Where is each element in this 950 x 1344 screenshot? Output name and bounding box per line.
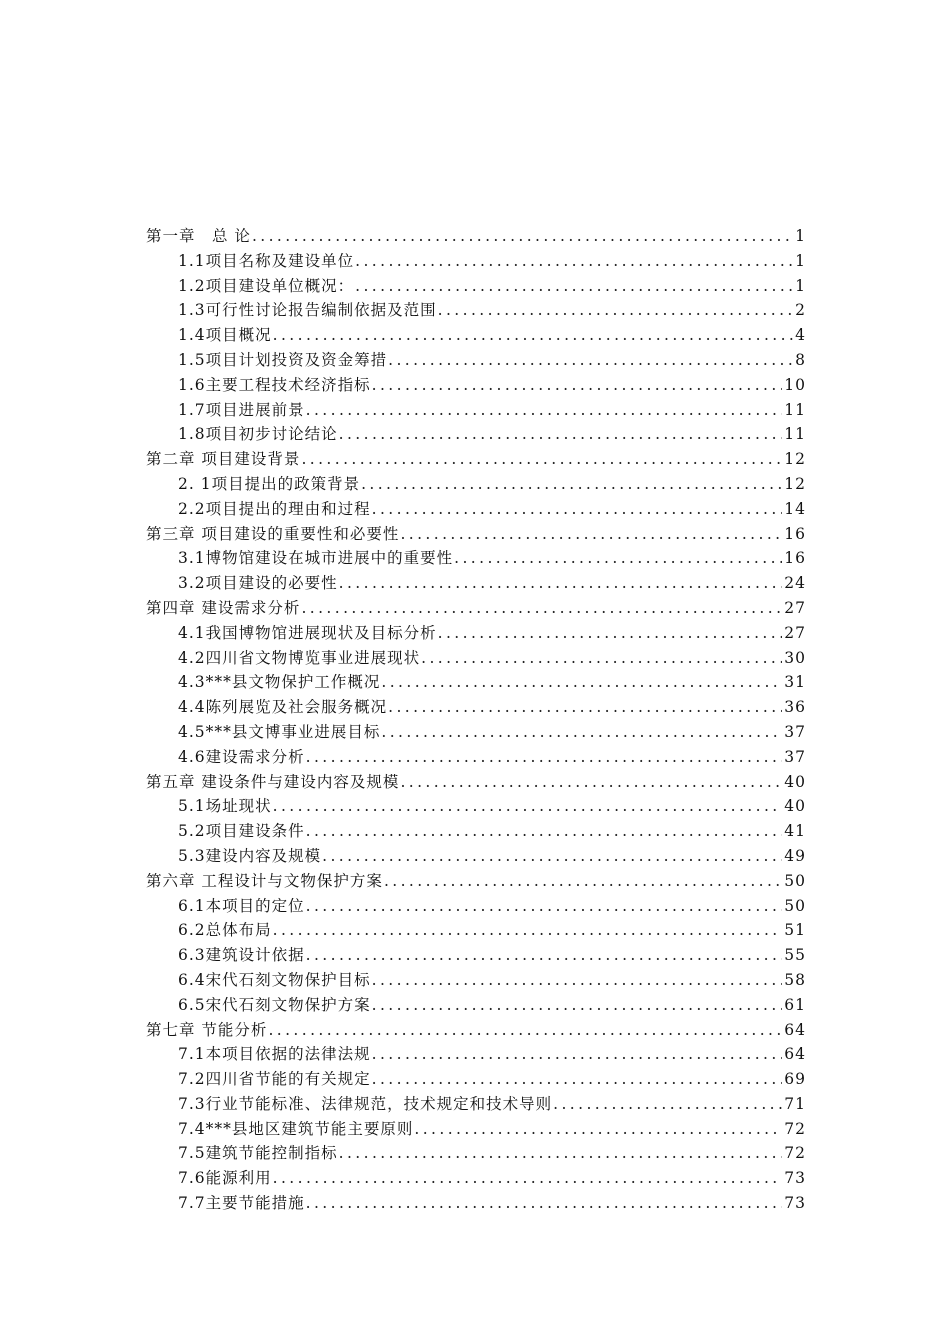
toc-page-number: 50	[784, 871, 806, 890]
toc-page-number: 24	[784, 574, 806, 593]
toc-dot-leader	[381, 670, 782, 695]
toc-chapter-entry	[146, 522, 806, 547]
toc-section-entry	[146, 943, 806, 968]
toc-entry-title: 1.2项目建设单位概况：	[178, 276, 355, 295]
toc-page-number: 41	[784, 822, 806, 841]
toc-dot-leader	[301, 447, 782, 472]
toc-section-entry	[146, 472, 806, 497]
toc-dot-leader	[372, 1042, 783, 1067]
toc-dot-leader	[355, 249, 793, 274]
toc-entry-title: 1.7项目进展前景	[178, 400, 305, 419]
toc-page-number: 73	[784, 1169, 806, 1188]
toc-entry-title: 7.5建筑节能控制指标	[178, 1144, 338, 1163]
toc-entry-title: 7.7主要节能措施	[178, 1194, 305, 1213]
toc-dot-leader	[388, 695, 782, 720]
toc-page-number: 2	[795, 301, 806, 320]
toc-entry-title: 7.1本项目依据的法律法规	[178, 1045, 371, 1064]
toc-dot-leader	[306, 745, 783, 770]
toc-section-entry	[146, 894, 806, 919]
toc-entry-title: 4.6建设需求分析	[178, 747, 305, 766]
toc-page-number: 61	[784, 995, 806, 1014]
toc-entry-title: 3.2项目建设的必要性	[178, 574, 338, 593]
toc-entry-title: 7.2四川省节能的有关规定	[178, 1070, 371, 1089]
toc-dot-leader	[414, 1117, 782, 1142]
toc-chapter-entry	[146, 869, 806, 894]
toc-entry-title: 2.2项目提出的理由和过程	[178, 499, 371, 518]
toc-entry-title: 1.3可行性讨论报告编制依据及范围	[178, 301, 437, 320]
toc-page-number: 31	[784, 673, 806, 692]
toc-dot-leader	[372, 373, 783, 398]
toc-entry-title: 第四章 建设需求分析	[146, 598, 301, 617]
toc-section-entry	[146, 571, 806, 596]
toc-dot-leader	[361, 472, 782, 497]
toc-dot-leader	[372, 1067, 783, 1092]
toc-dot-leader	[306, 894, 783, 919]
toc-page-number: 36	[784, 698, 806, 717]
toc-entry-title: 5.1场址现状	[178, 797, 272, 816]
toc-page-number: 1	[795, 276, 806, 295]
toc-page-number: 8	[795, 350, 806, 369]
toc-entry-title: 第六章 工程设计与文物保护方案	[146, 871, 383, 890]
toc-chapter-entry	[146, 1018, 806, 1043]
toc-page-number: 11	[784, 400, 806, 419]
toc-entry-title: 1.6主要工程技术经济指标	[178, 375, 371, 394]
toc-entry-title: 4.3***县文物保护工作概况	[178, 673, 381, 692]
toc-dot-leader	[438, 298, 793, 323]
toc-page-number: 12	[784, 450, 806, 469]
toc-dot-leader	[252, 224, 793, 249]
toc-dot-leader	[553, 1092, 782, 1117]
toc-dot-leader	[381, 720, 782, 745]
toc-entry-title: 7.3行业节能标准、法律规范，技术规定和技术导则	[178, 1094, 553, 1113]
toc-dot-leader	[438, 621, 783, 646]
table-of-contents	[146, 224, 806, 1216]
toc-entry-title: 6.2总体布局	[178, 921, 272, 940]
toc-page-number: 64	[784, 1045, 806, 1064]
toc-section-entry	[146, 1042, 806, 1067]
toc-page-number: 11	[784, 425, 806, 444]
toc-entry-title: 4.2四川省文物博览事业进展现状	[178, 648, 421, 667]
toc-section-entry	[146, 1092, 806, 1117]
toc-entry-title: 1.5项目计划投资及资金筹措	[178, 350, 388, 369]
toc-page-number: 16	[784, 524, 806, 543]
toc-entry-title: 第二章 项目建设背景	[146, 450, 301, 469]
toc-section-entry	[146, 819, 806, 844]
toc-page-number: 55	[784, 946, 806, 965]
toc-entry-title: 4.5***县文博事业进展目标	[178, 722, 381, 741]
toc-section-entry	[146, 646, 806, 671]
toc-page-number: 1	[795, 227, 806, 245]
toc-entry-title: 7.6能源利用	[178, 1169, 272, 1188]
toc-section-entry	[146, 720, 806, 745]
toc-entry-title: 5.2项目建设条件	[178, 822, 305, 841]
toc-entry-title: 1.1项目名称及建设单位	[178, 251, 355, 270]
toc-page-number: 72	[784, 1119, 806, 1138]
toc-dot-leader	[273, 918, 783, 943]
toc-entry-title: 第七章 节能分析	[146, 1020, 268, 1039]
toc-page-number: 16	[784, 549, 806, 568]
toc-section-entry	[146, 621, 806, 646]
toc-entry-title: 5.3建设内容及规模	[178, 846, 322, 865]
toc-dot-leader	[400, 770, 782, 795]
toc-dot-leader	[388, 348, 793, 373]
toc-page-number: 12	[784, 474, 806, 493]
toc-dot-leader	[339, 571, 783, 596]
toc-page-number: 10	[784, 375, 806, 394]
toc-dot-leader	[273, 323, 793, 348]
toc-entry-title: 3.1博物馆建设在城市进展中的重要性	[178, 549, 454, 568]
toc-dot-leader	[273, 794, 783, 819]
toc-page-number: 27	[784, 623, 806, 642]
toc-section-entry	[146, 348, 806, 373]
toc-chapter-entry	[146, 224, 806, 249]
toc-dot-leader	[339, 1141, 783, 1166]
toc-page-number: 14	[784, 499, 806, 518]
toc-page-number: 30	[784, 648, 806, 667]
toc-entry-title: 第五章 建设条件与建设内容及规模	[146, 772, 400, 791]
toc-entry-title: 2. 1项目提出的政策背景	[178, 474, 361, 493]
toc-section-entry	[146, 1191, 806, 1216]
toc-entry-title: 7.4***县地区建筑节能主要原则	[178, 1119, 414, 1138]
toc-page-number: 71	[784, 1094, 806, 1113]
toc-section-entry	[146, 274, 806, 299]
toc-section-entry	[146, 422, 806, 447]
toc-chapter-entry	[146, 596, 806, 621]
toc-section-entry	[146, 968, 806, 993]
toc-dot-leader	[372, 968, 783, 993]
toc-page-number: 37	[784, 747, 806, 766]
toc-dot-leader	[372, 497, 783, 522]
toc-dot-leader	[306, 398, 783, 423]
toc-entry-title: 4.4陈列展览及社会服务概况	[178, 698, 388, 717]
toc-section-entry	[146, 298, 806, 323]
toc-page-number: 4	[795, 326, 806, 345]
toc-chapter-entry	[146, 770, 806, 795]
toc-dot-leader	[421, 646, 782, 671]
toc-page-number: 40	[784, 772, 806, 791]
toc-dot-leader	[301, 596, 782, 621]
toc-dot-leader	[384, 869, 782, 894]
toc-section-entry	[146, 546, 806, 571]
toc-section-entry	[146, 1141, 806, 1166]
toc-page-number: 49	[784, 846, 806, 865]
toc-entry-title: 第三章 项目建设的重要性和必要性	[146, 524, 400, 543]
toc-section-entry	[146, 249, 806, 274]
toc-section-entry	[146, 1117, 806, 1142]
toc-page-number: 50	[784, 896, 806, 915]
toc-entry-title: 6.3建筑设计依据	[178, 946, 305, 965]
toc-section-entry	[146, 1067, 806, 1092]
toc-section-entry	[146, 497, 806, 522]
toc-section-entry	[146, 918, 806, 943]
toc-page-number: 1	[795, 251, 806, 270]
toc-dot-leader	[322, 844, 782, 869]
toc-section-entry	[146, 1166, 806, 1191]
toc-section-entry	[146, 695, 806, 720]
toc-entry-title: 6.5宋代石刻文物保护方案	[178, 995, 371, 1014]
toc-page-number: 51	[784, 921, 806, 940]
toc-dot-leader	[306, 1191, 783, 1216]
toc-chapter-entry	[146, 447, 806, 472]
toc-entry-title: 6.1本项目的定位	[178, 896, 305, 915]
toc-page-number: 58	[784, 970, 806, 989]
toc-page-number: 73	[784, 1194, 806, 1213]
toc-entry-title: 1.4项目概况	[178, 326, 272, 345]
toc-section-entry	[146, 844, 806, 869]
toc-page-number: 72	[784, 1144, 806, 1163]
toc-dot-leader	[372, 993, 783, 1018]
toc-dot-leader	[306, 819, 783, 844]
toc-dot-leader	[400, 522, 782, 547]
toc-page-number: 69	[784, 1070, 806, 1089]
toc-section-entry	[146, 794, 806, 819]
toc-entry-title: 6.4宋代石刻文物保护目标	[178, 970, 371, 989]
toc-page-number: 37	[784, 722, 806, 741]
toc-dot-leader	[268, 1018, 782, 1043]
toc-page-number: 64	[784, 1020, 806, 1039]
toc-section-entry	[146, 398, 806, 423]
toc-entry-title: 4.1我国博物馆进展现状及目标分析	[178, 623, 437, 642]
toc-page-number: 27	[784, 598, 806, 617]
toc-section-entry	[146, 745, 806, 770]
toc-entry-title: 第一章 总 论	[146, 227, 251, 245]
toc-dot-leader	[454, 546, 782, 571]
toc-dot-leader	[306, 943, 783, 968]
toc-dot-leader	[273, 1166, 783, 1191]
toc-dot-leader	[339, 422, 783, 447]
toc-section-entry	[146, 993, 806, 1018]
toc-section-entry	[146, 373, 806, 398]
toc-section-entry	[146, 323, 806, 348]
toc-entry-title: 1.8项目初步讨论结论	[178, 425, 338, 444]
toc-page-number: 40	[784, 797, 806, 816]
toc-section-entry	[146, 670, 806, 695]
toc-dot-leader	[355, 274, 793, 299]
